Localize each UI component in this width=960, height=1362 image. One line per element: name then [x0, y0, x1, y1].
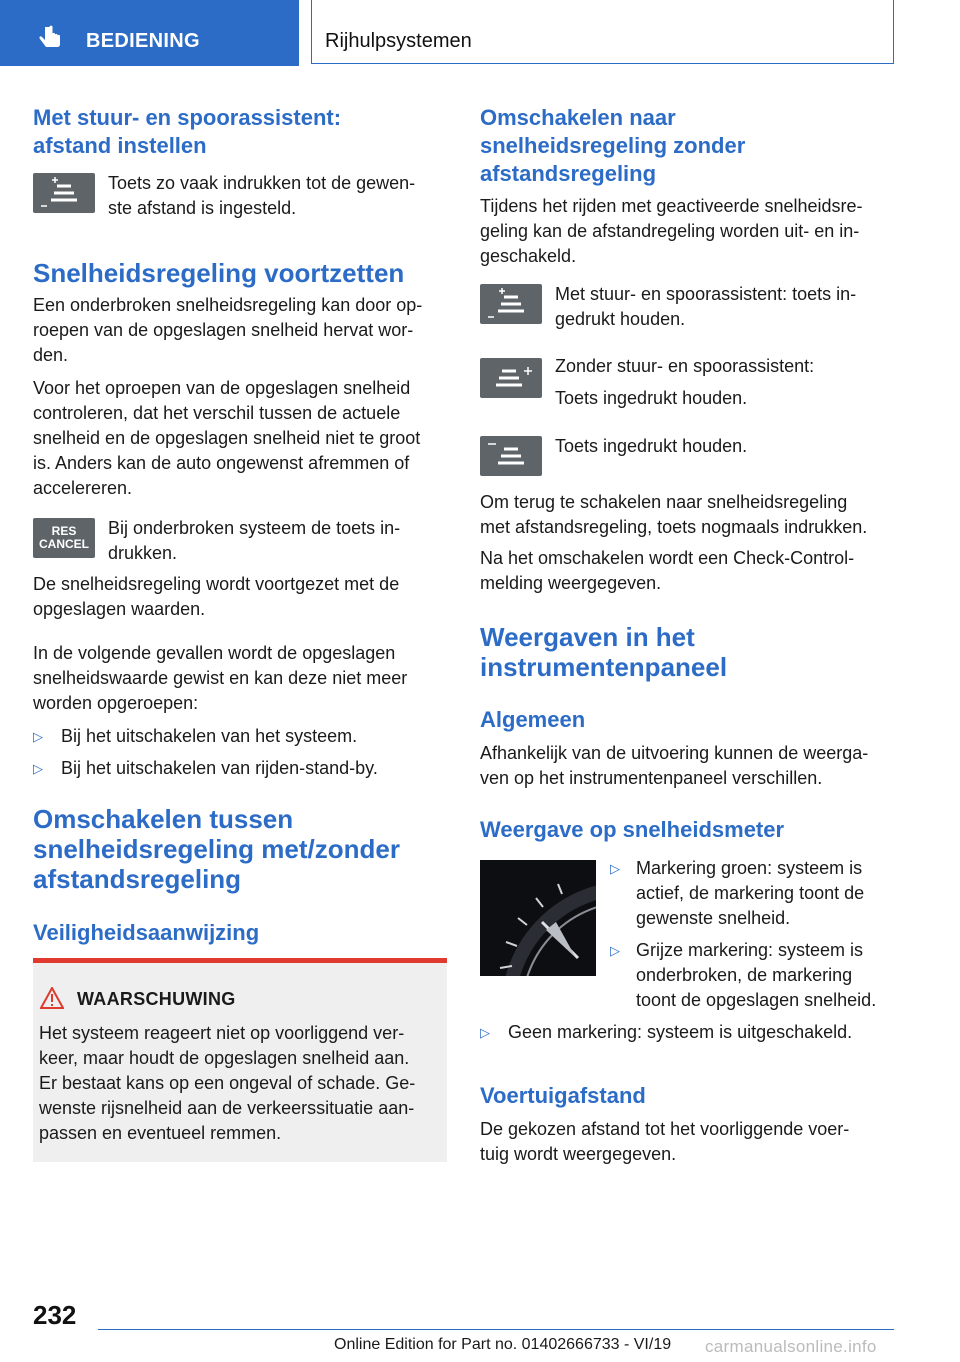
- breadcrumb: [311, 0, 894, 64]
- heading-switch-off: Omschakelen naar snelheidsregeling zonder afstandsregeling: [480, 105, 746, 186]
- warning-title: WAARSCHUWING: [77, 989, 236, 1009]
- resume-paragraph-4: In de volgende gevallen wordt de opgeslagen snelheidswaarde gewist en kan deze niet meer worden opgeroepen:: [33, 643, 408, 713]
- heading-resume: Snelheidsregeling voortzetten: [33, 258, 405, 288]
- hand-icon: [36, 24, 64, 52]
- res-cancel-button-icon: RES CANCEL: [33, 518, 95, 558]
- distance-button-icon: [33, 173, 95, 213]
- resume-paragraph-2: Voor het oproepen van de opgeslagen snelheid controleren, dat het verschil tussen de actuele snelheid en de opgeslagen snelheid niet te groot is. Anders kan de auto ongewenst afremmen of accelereren.: [33, 378, 421, 498]
- heading-safety: Veiligheidsaanwijzing: [33, 920, 260, 945]
- heading-speedometer: Weergave op snelheidsmeter: [480, 817, 785, 842]
- icon3-text: Toets ingedrukt houden.: [555, 436, 748, 456]
- list-item: ▷ Geen markering: systeem is uitgeschakeld.: [480, 1020, 900, 1045]
- icon1-text: Met stuur- en spoorassistent: toets in- gedrukt houden.: [555, 284, 857, 329]
- list-item: ▷ Bij het uitschakelen van rijden-stand-by.: [33, 756, 447, 781]
- icon2-text-1: Zonder stuur- en spoorassistent:: [555, 356, 815, 376]
- triangle-bullet-icon: ▷: [33, 729, 43, 744]
- edition-text: Online Edition for Part no. 01402666733 - VI/19: [334, 1336, 672, 1353]
- triangle-bullet-icon: ▷: [610, 943, 620, 958]
- general-paragraph: Afhankelijk van de uitvoering kunnen de weerga- ven op het instrumentenpaneel verschillen.: [480, 743, 869, 788]
- warning-triangle-icon: [40, 987, 64, 1009]
- heading-display: Weergaven in het instrumentenpaneel: [480, 622, 728, 682]
- heading-switch: Omschakelen tussen snelheidsregeling met/zonder afstandsregeling: [33, 804, 400, 894]
- resume-paragraph-1: Een onderbroken snelheidsregeling kan door op- roepen van de opgeslagen snelheid hervat wor- den.: [33, 295, 423, 365]
- resume-paragraph-3: De snelheidsregeling wordt voortgezet met de opgeslagen waarden.: [33, 574, 400, 619]
- speedometer-image: [480, 860, 596, 976]
- speedometer-graphic: [480, 860, 596, 976]
- warning-text: Het systeem reageert niet op voorliggend ver- keer, maar houdt de opgeslagen snelheid aan. Er bestaat kans op een ongeval of schade. Ge- wenste rijsnelheid aan de verkeerssituatie aan- passen en eventueel remmen.: [39, 1023, 416, 1143]
- switch-paragraph-1: Tijdens het rijden met geactiveerde snelheidsre- geling kan de afstandregeling worden uit- en in- geschakeld.: [480, 196, 863, 266]
- list-item: ▷ Grijze markering: systeem is onderbroken, de markering toont de opgeslagen snelheid.: [610, 940, 877, 1010]
- switch-paragraph-3: Na het omschakelen wordt een Check-Control- melding weergegeven.: [480, 548, 855, 593]
- icon2-text-2: Toets ingedrukt houden.: [555, 388, 748, 408]
- list-item: ▷ Bij het uitschakelen van het systeem.: [33, 724, 447, 749]
- warning-box: [33, 958, 447, 1162]
- distance-plus-button-icon: [480, 358, 542, 398]
- heading-general: Algemeen: [480, 707, 586, 732]
- distance-minus-button-icon: [480, 436, 542, 476]
- res-text: Bij onderbroken systeem de toets in- drukken.: [108, 518, 401, 563]
- vehicle-paragraph: De gekozen afstand tot het voorliggende voer- tuig wordt weergegeven.: [480, 1119, 850, 1164]
- footer-divider: [98, 1329, 894, 1330]
- switch-paragraph-2: Om terug te schakelen naar snelheidsregeling met afstandsregeling, toets nogmaals indrukken.: [480, 492, 868, 537]
- triangle-bullet-icon: ▷: [480, 1025, 490, 1040]
- page-number: 232: [33, 1300, 77, 1330]
- heading-vehicle-distance: Voertuigafstand: [480, 1083, 646, 1108]
- section-label: BEDIENING: [86, 30, 200, 52]
- list-item: ▷ Markering groen: systeem is actief, de markering toont de gewenste snelheid.: [610, 858, 865, 928]
- heading-distance: Met stuur- en spoorassistent: afstand instellen: [33, 105, 342, 158]
- watermark: carmanualsonline.info: [705, 1337, 877, 1356]
- section-tab: [0, 0, 299, 66]
- triangle-bullet-icon: ▷: [610, 861, 620, 876]
- triangle-bullet-icon: ▷: [33, 761, 43, 776]
- distance-button-icon: [480, 284, 542, 324]
- distance-text: Toets zo vaak indrukken tot de gewen- ste afstand is ingesteld.: [108, 173, 416, 218]
- breadcrumb-text: Rijhulpsystemen: [325, 30, 472, 52]
